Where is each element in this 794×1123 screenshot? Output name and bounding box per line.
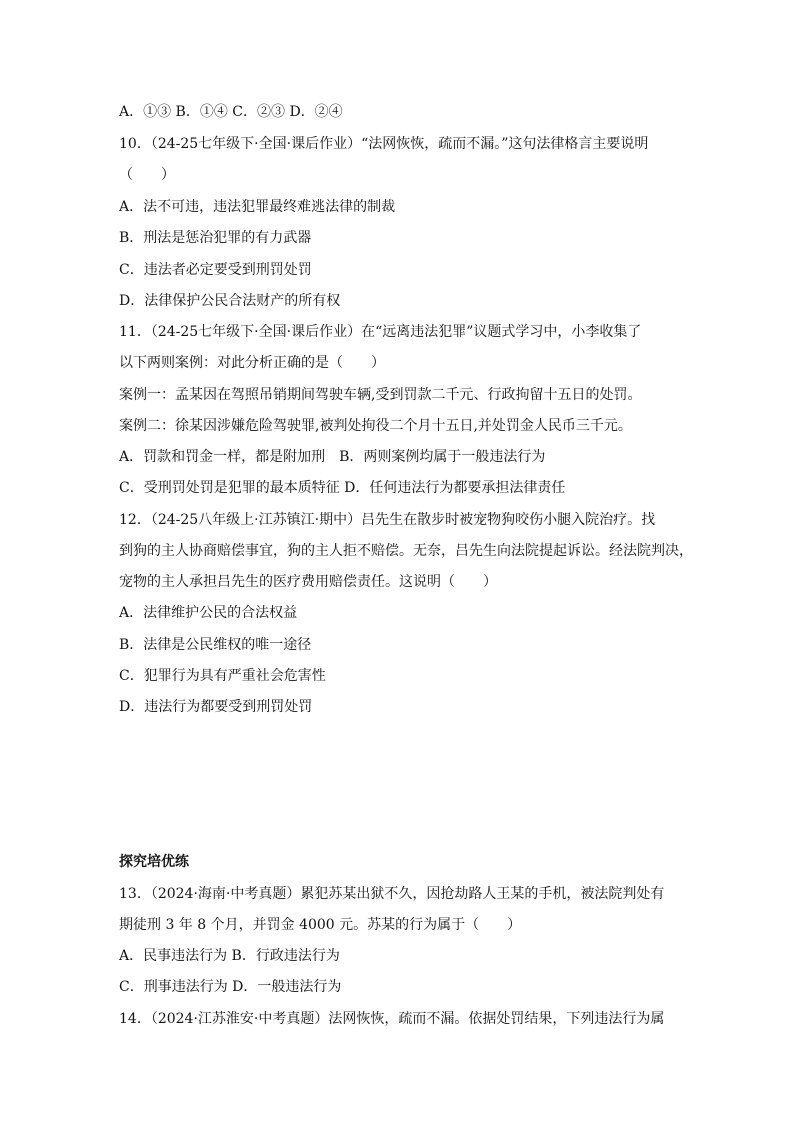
q10-option-d: D．法律保护公民合法财产的所有权 (119, 293, 341, 309)
q12-stem-1: 12．（24-25八年级上·江苏镇江·期中）吕先生在散步时被宠物狗咬伤小腿入院治疗。找 (119, 512, 656, 528)
section-title: 探究培优练 (119, 854, 189, 870)
q10-bracket: （ ） (119, 167, 175, 183)
q11-stem-2: 以下两则案例：对此分析正确的是（ ） (119, 355, 385, 371)
q11-options-ab: A．罚款和罚金一样，都是附加刑 B．两则案例均属于一般违法行为 (119, 449, 546, 465)
q11-case-2: 案例二：徐某因涉嫌危险驾驶罪,被判处拘役二个月十五日,并处罚金人民币三千元。 (119, 418, 632, 434)
q12-option-b: B．法律是公民维权的唯一途径 (119, 637, 312, 653)
q9-options: A．①③ B．①④ C．②③ D．②④ (119, 104, 343, 120)
q10-stem: 10．（24-25七年级下·全国·课后作业）“法网恢恢，疏而不漏。”这句法律格言主要说明 (119, 136, 649, 152)
q10-option-c: C．违法者必定要受到刑罚处罚 (119, 262, 312, 278)
q11-stem-1: 11．（24-25七年级下·全国·课后作业）在“远离违法犯罪”议题式学习中，小李收集了 (119, 324, 642, 340)
q13-options-ab: A．民事违法行为 B．行政违法行为 (119, 948, 340, 964)
q13-stem-1: 13．（2024·海南·中考真题）累犯苏某出狱不久，因抢劫路人王某的手机，被法院判处有 (119, 886, 665, 902)
q12-stem-2: 到狗的主人协商赔偿事宜，狗的主人拒不赔偿。无奈，吕先生向法院提起诉讼。经法院判决， (119, 543, 693, 559)
q10-option-a: A．法不可违，违法犯罪最终难逃法律的制裁 (119, 199, 396, 215)
q11-case-1: 案例一：孟某因在驾照吊销期间驾驶车辆,受到罚款二千元、行政拘留十五日的处罚。 (119, 387, 642, 403)
q11-options-cd: C．受刑罚处罚是犯罪的最本质特征 D．任何违法行为都要承担法律责任 (119, 480, 566, 496)
q10-option-b: B．刑法是惩治犯罪的有力武器 (119, 230, 312, 246)
q13-options-cd: C．刑事违法行为 D．一般违法行为 (119, 979, 342, 995)
q13-stem-2: 期徒刑 3 年 8 个月，并罚金 4000 元。苏某的行为属于（ ） (119, 917, 522, 933)
q14-stem: 14．（2024·江苏淮安·中考真题）法网恢恢，疏而不漏。依据处罚结果，下列违法行为属 (119, 1011, 665, 1027)
q12-stem-3: 宠物的主人承担吕先生的医疗费用赔偿责任。这说明（ ） (119, 574, 497, 590)
q12-option-a: A．法律维护公民的合法权益 (119, 605, 298, 621)
q12-option-c: C．犯罪行为具有严重社会危害性 (119, 668, 326, 684)
q12-option-d: D．违法行为都要受到刑罚处罚 (119, 699, 313, 715)
